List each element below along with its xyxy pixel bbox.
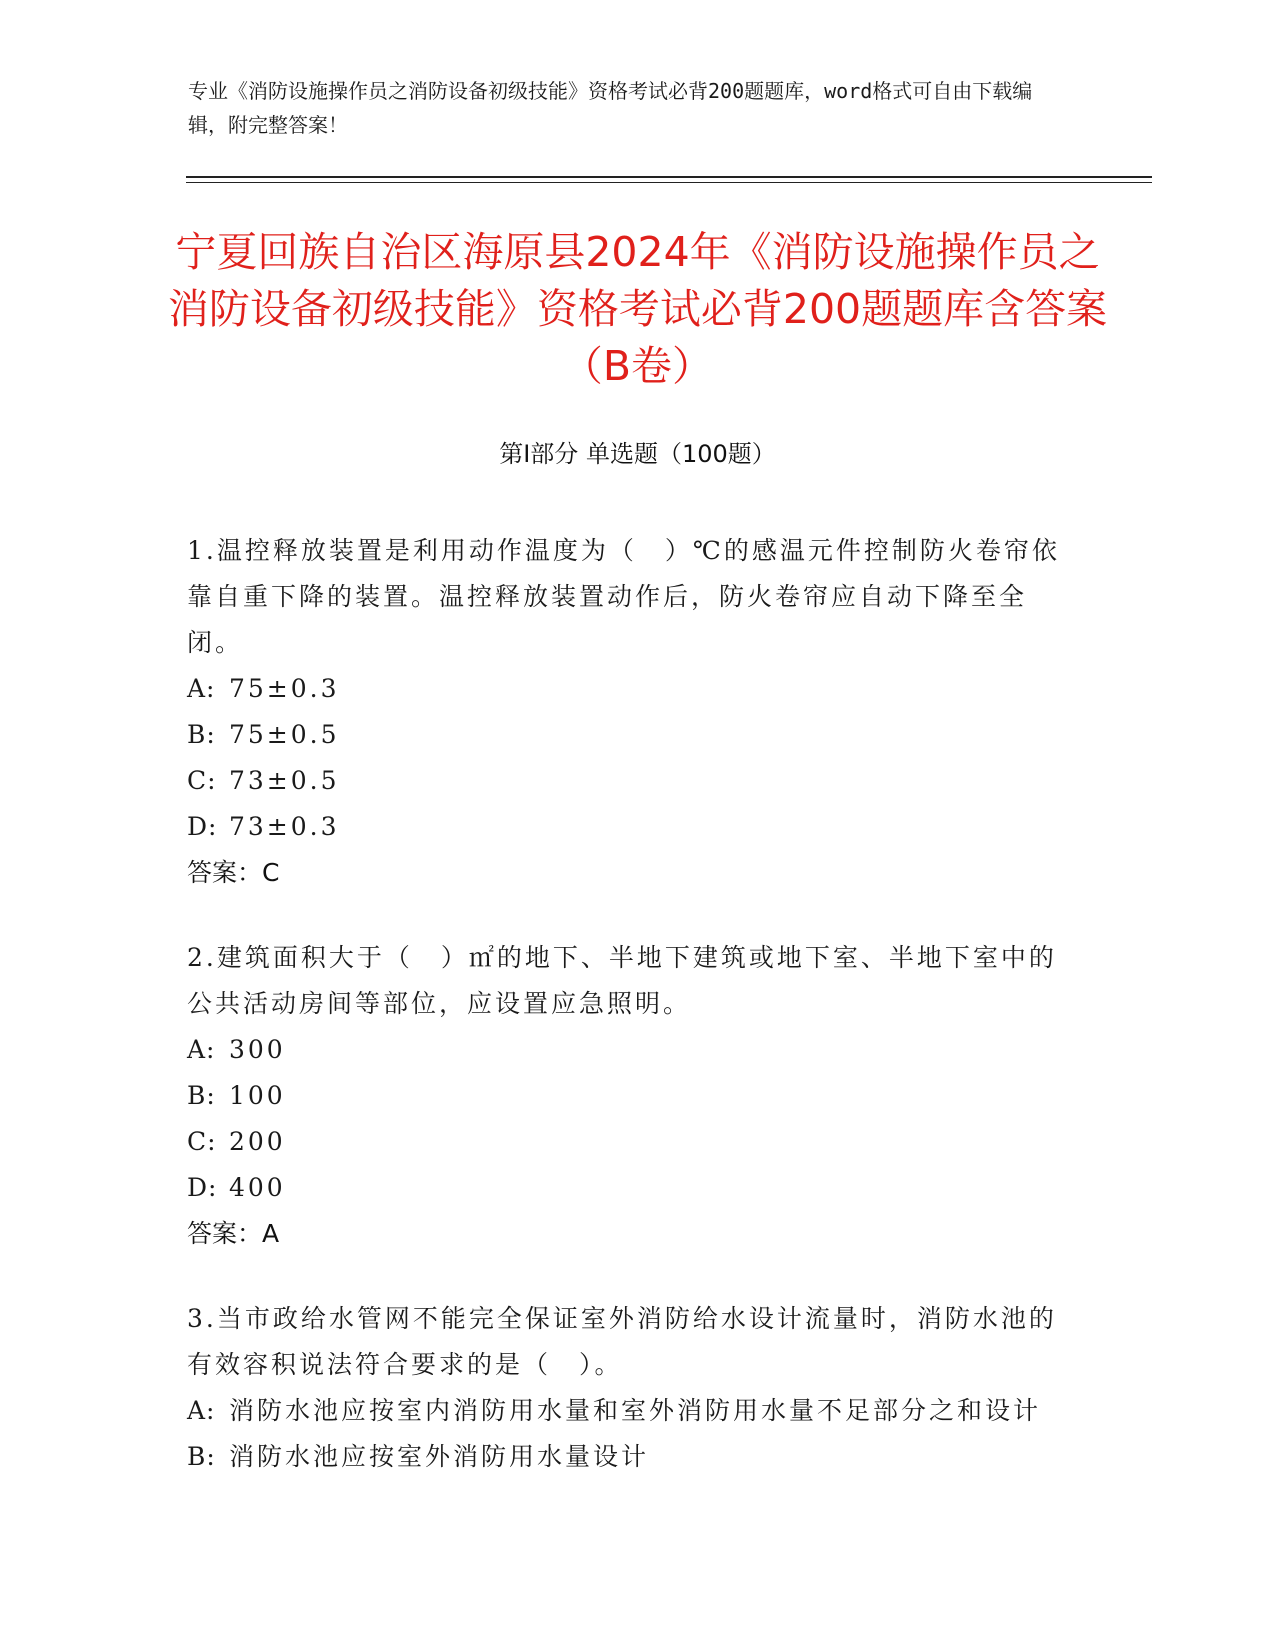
option-letter: C: [187,1127,217,1156]
option-a [187,666,1067,712]
header-note: 专业《消防设施操作员之消防设备初级技能》资格考试必背200题题库，word格式可自由下载编辑，附完整答案！ [188,79,1033,137]
option-text: 100 [229,1081,286,1110]
option-b [187,712,1067,758]
option-letter: B: [187,1081,216,1110]
option-d [187,1165,1067,1211]
option-b [187,1434,1067,1480]
answer-line: 答案：C [187,858,280,887]
option-letter: C: [187,766,217,795]
option-text: 200 [229,1127,286,1156]
question-stem: 2.建筑面积大于（ ）㎡的地下、半地下建筑或地下室、半地下室中的公共活动房间等部位，应设置应急照明。 [187,943,1057,1018]
question-stem: 1.温控释放装置是利用动作温度为（ ）℃的感温元件控制防火卷帘依靠自重下降的装置。温控释放装置动作后，防火卷帘应自动下降至全闭。 [187,536,1060,657]
option-c [187,758,1067,804]
option-text: 300 [229,1035,286,1064]
option-text: 75±0.5 [229,720,340,749]
document-title: 宁夏回族自治区海原县2024年《消防设施操作员之消防设备初级技能》资格考试必背200题题库含答案（B卷） [167,228,1108,390]
option-text: 73±0.3 [229,812,340,841]
section-title: 第I部分 单选题（100题） [499,440,776,468]
option-c [187,1119,1067,1165]
option-letter: B: [187,1442,216,1471]
option-letter: A: [187,1396,216,1425]
option-a [187,1388,1067,1434]
option-text: 75±0.3 [229,674,340,703]
header-divider-thick [186,176,1152,178]
option-letter: D: [187,812,218,841]
option-letter: D: [187,1173,218,1202]
option-letter: B: [187,720,216,749]
option-text: 400 [229,1173,286,1202]
option-letter: A: [187,674,216,703]
option-text: 消防水池应按室外消防用水量设计 [229,1442,650,1471]
question-2 [187,935,1067,1257]
question-stem: 3.当市政给水管网不能完全保证室外消防给水设计流量时，消防水池的有效容积说法符合要求的是（ ）。 [187,1304,1057,1379]
option-a [187,1027,1067,1073]
question-3 [187,1296,1067,1480]
option-text: 消防水池应按室内消防用水量和室外消防用水量不足部分之和设计 [229,1396,1042,1425]
header-divider-thin [186,182,1152,183]
answer-line: 答案：A [187,1219,280,1248]
option-text: 73±0.5 [229,766,340,795]
option-d [187,804,1067,850]
option-letter: A: [187,1035,216,1064]
question-1 [187,528,1067,896]
option-b [187,1073,1067,1119]
